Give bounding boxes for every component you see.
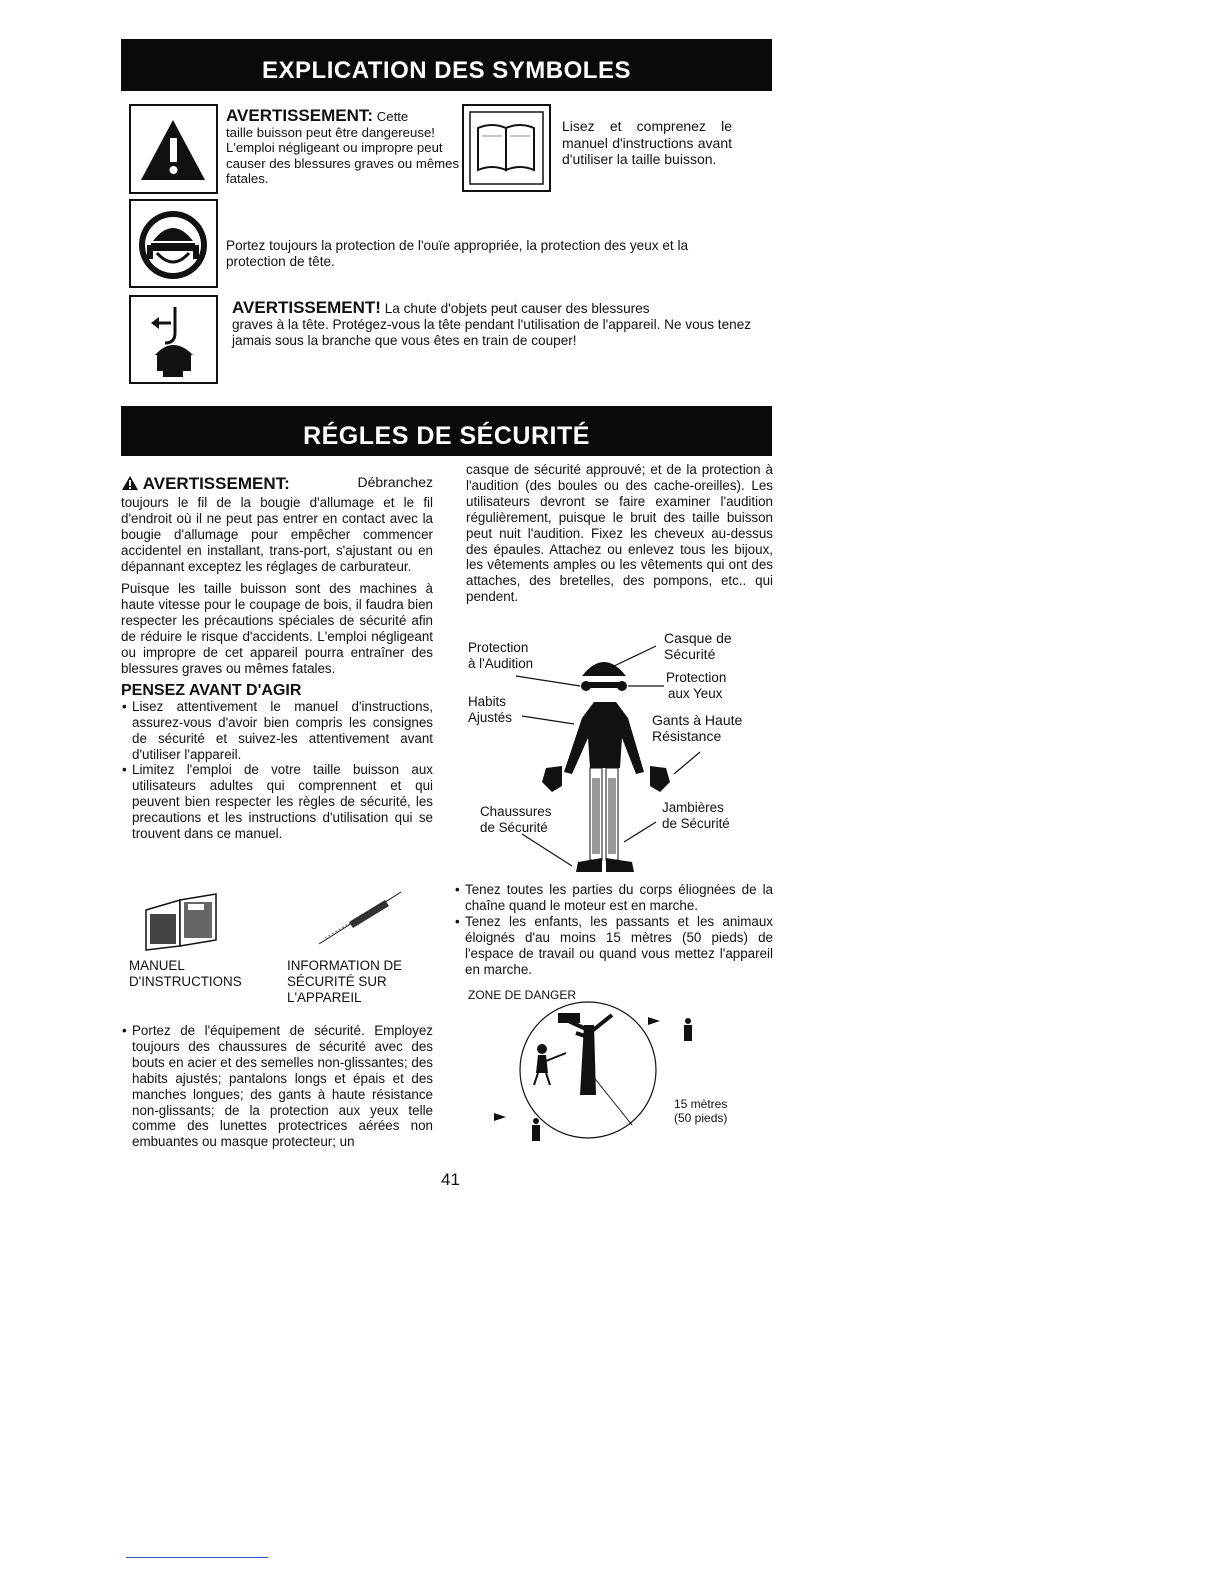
label-shoes: Chaussures de Sécurité [480, 804, 552, 835]
danger-zone-label: ZONE DE DANGER [468, 988, 577, 1002]
label-chaps: Jambières de Sécurité [662, 800, 730, 831]
footer-line [126, 1557, 268, 1558]
warning-symbol-text: AVERTISSEMENT: Cette taille buisson peut être dangereuse! L'emploi négligeant ou impropre peut causer des blessures graves ou mêmes fatales. [226, 106, 460, 186]
manual-label: MANUEL D'INSTRUCTIONS [129, 958, 242, 989]
danger-zone-icon [466, 985, 766, 1150]
read-manual-icon [462, 104, 551, 192]
right-paragraph: casque de sécurité approuvé; et de la protection à l'audition (des boules ou des cache-oreilles). Les utilisateurs devront se faire examiner l'audition régulièrement, puisque le bruit des taille buisson peut nuit l'audition. Fixez les cheveux au-dessus des épaules. Attachez ou enlevez tous les bijoux, les vêtements amples ou les vêtements qui ont des attaches, des bretelles, des pompons, etc.. qui pendent. [466, 462, 773, 605]
section-title: RÉGLES DE SÉCURITÉ [303, 422, 590, 450]
distance-label: 15 mètres (50 pieds) [674, 1097, 728, 1125]
ppe-figure [466, 628, 776, 878]
think-before-acting-heading: PENSEZ AVANT D'AGIR [121, 681, 302, 699]
protective-gear-icon [129, 199, 218, 288]
falling-object-text: AVERTISSEMENT! La chute d'objets peut causer des blessures graves à la tête. Protégez-vous la tête pendant l'utilisation de l'appareil. Ne vous tenez jamais sous la branche que vous êtes en train de couper! [232, 298, 752, 348]
danger-zone-figure [466, 985, 766, 1150]
section-banner-safety [121, 406, 772, 456]
equipment-bullet [121, 1023, 433, 1150]
label-hearing: Protection à l'Audition [468, 640, 534, 671]
label-clothes: Habits Ajustés [468, 694, 512, 725]
paragraph-high-speed: Puisque les taille buisson sont des machines à haute vitesse pour le coupage de bois, il faudra bien respecter les précautions spéciales de sécurité afin de réduire le risque d'accidents. L'emploi négligeant ou impropre de cet appareil pourra entraîner des blessures graves ou mêmes fatales. [121, 581, 433, 676]
think-bullets [121, 699, 433, 842]
label-helmet: Casque de Sécurité [664, 630, 732, 662]
manual-illustration-icon [142, 890, 220, 957]
list-item: • Lisez attentivement le manuel d'instructions, assurez-vous d'avoir bien compris les consignes de sécurité et suivez-les attentivement avant d'utiliser l'appareil. [121, 699, 433, 763]
list-item: • Portez de l'équipement de sécurité. Employez toujours des chaussures de sécurité avec des bouts en acier et des semelles non-glissantes; des habits ajustés; pantalons longs et épais et des manches longues; des gants à haute résistance non-glissants; de la protection aux yeux telle comme des lunettes protectrices aérées non embuantes ou masque protecteur; un [121, 1023, 433, 1150]
label-eyes: Protection aux Yeux [666, 670, 727, 701]
right-bullets [454, 882, 773, 977]
section-banner-symbols [121, 39, 772, 91]
section-title: EXPLICATION DES SYMBOLES [262, 57, 631, 84]
read-manual-text: Lisez et comprenez le manuel d'instructions avant d'utiliser la taille buisson. [562, 118, 732, 167]
falling-object-icon [129, 295, 218, 384]
warning-triangle-icon [129, 104, 218, 194]
decal-label: INFORMATION DE SÉCURITÉ SUR L'APPAREIL [287, 958, 403, 1005]
page-number: 41 [441, 1170, 460, 1189]
warning-paragraph: AVERTISSEMENT: Débranchez toujours le fil de la bougie d'allumage et le fil d'endroit où il ne peut pas entrer en contact avec la bougie d'allumage pour empêcher commencer accidentel en installant, trans-port, s'ajustant ou en dépannant exceptez les réglages de carburateur. [121, 474, 433, 574]
protective-gear-text: Portez toujours la protection de l'ouïe appropriée, la protection des yeux et la protection de tête. [226, 238, 689, 269]
list-item: • Limitez l'emploi de votre taille buisson aux utilisateurs adultes qui comprennent et qui peuvent bien respecter les règles de sécurité, les precautions et les instructions d'utilisation qui se trouvent dans ce manuel. [121, 762, 433, 842]
list-item: • Tenez les enfants, les passants et les animaux éloignés d'au moins 15 mètres (50 pieds) de l'espace de travail ou quand vous mettez l'appareil en marche. [454, 914, 773, 978]
safety-decal-icon [315, 888, 405, 953]
left-column [121, 475, 433, 842]
warning-small-icon [121, 475, 139, 495]
label-gloves: Gants à Haute Résistance [652, 712, 743, 744]
list-item: • Tenez toutes les parties du corps éliognées de la chaîne quand le moteur est en marche. [454, 882, 773, 914]
